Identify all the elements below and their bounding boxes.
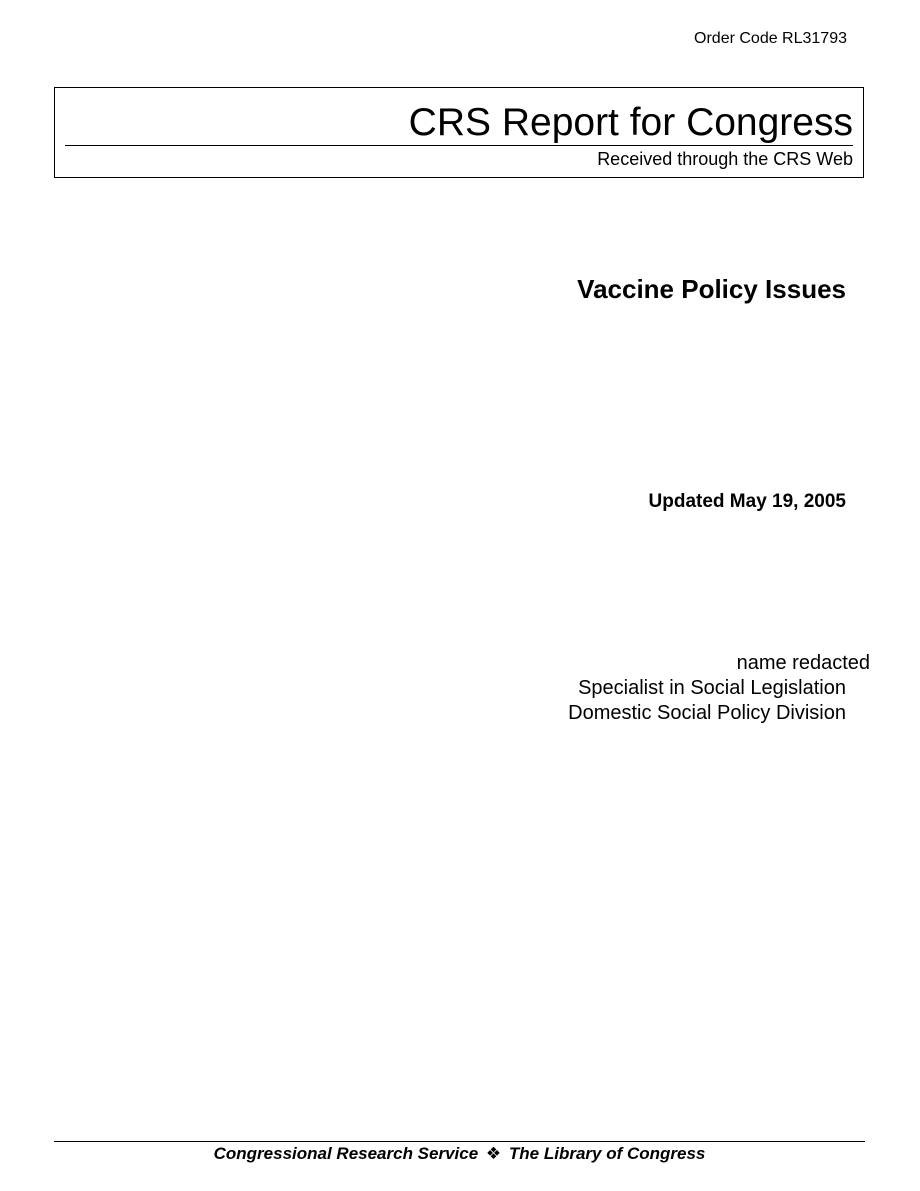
report-header-box — [54, 87, 864, 178]
header-subtitle: Received through the CRS Web — [597, 149, 853, 169]
report-date: Updated May 19, 2005 — [648, 491, 846, 512]
author-position: Specialist in Social Legislation — [578, 677, 846, 699]
header-divider — [65, 145, 853, 146]
footer-library: The Library of Congress — [508, 1144, 706, 1163]
order-code: Order Code RL31793 — [694, 30, 847, 47]
author-division: Domestic Social Policy Division — [568, 702, 846, 724]
footer — [54, 1143, 865, 1165]
author-name: name redacted — [736, 652, 870, 674]
footer-publisher: Congressional Research Service — [213, 1144, 479, 1163]
footer-divider — [54, 1141, 865, 1142]
report-title: Vaccine Policy Issues — [577, 274, 846, 304]
header-title: CRS Report for Congress — [408, 101, 853, 144]
footer-separator-icon: ❖ — [485, 1144, 502, 1163]
